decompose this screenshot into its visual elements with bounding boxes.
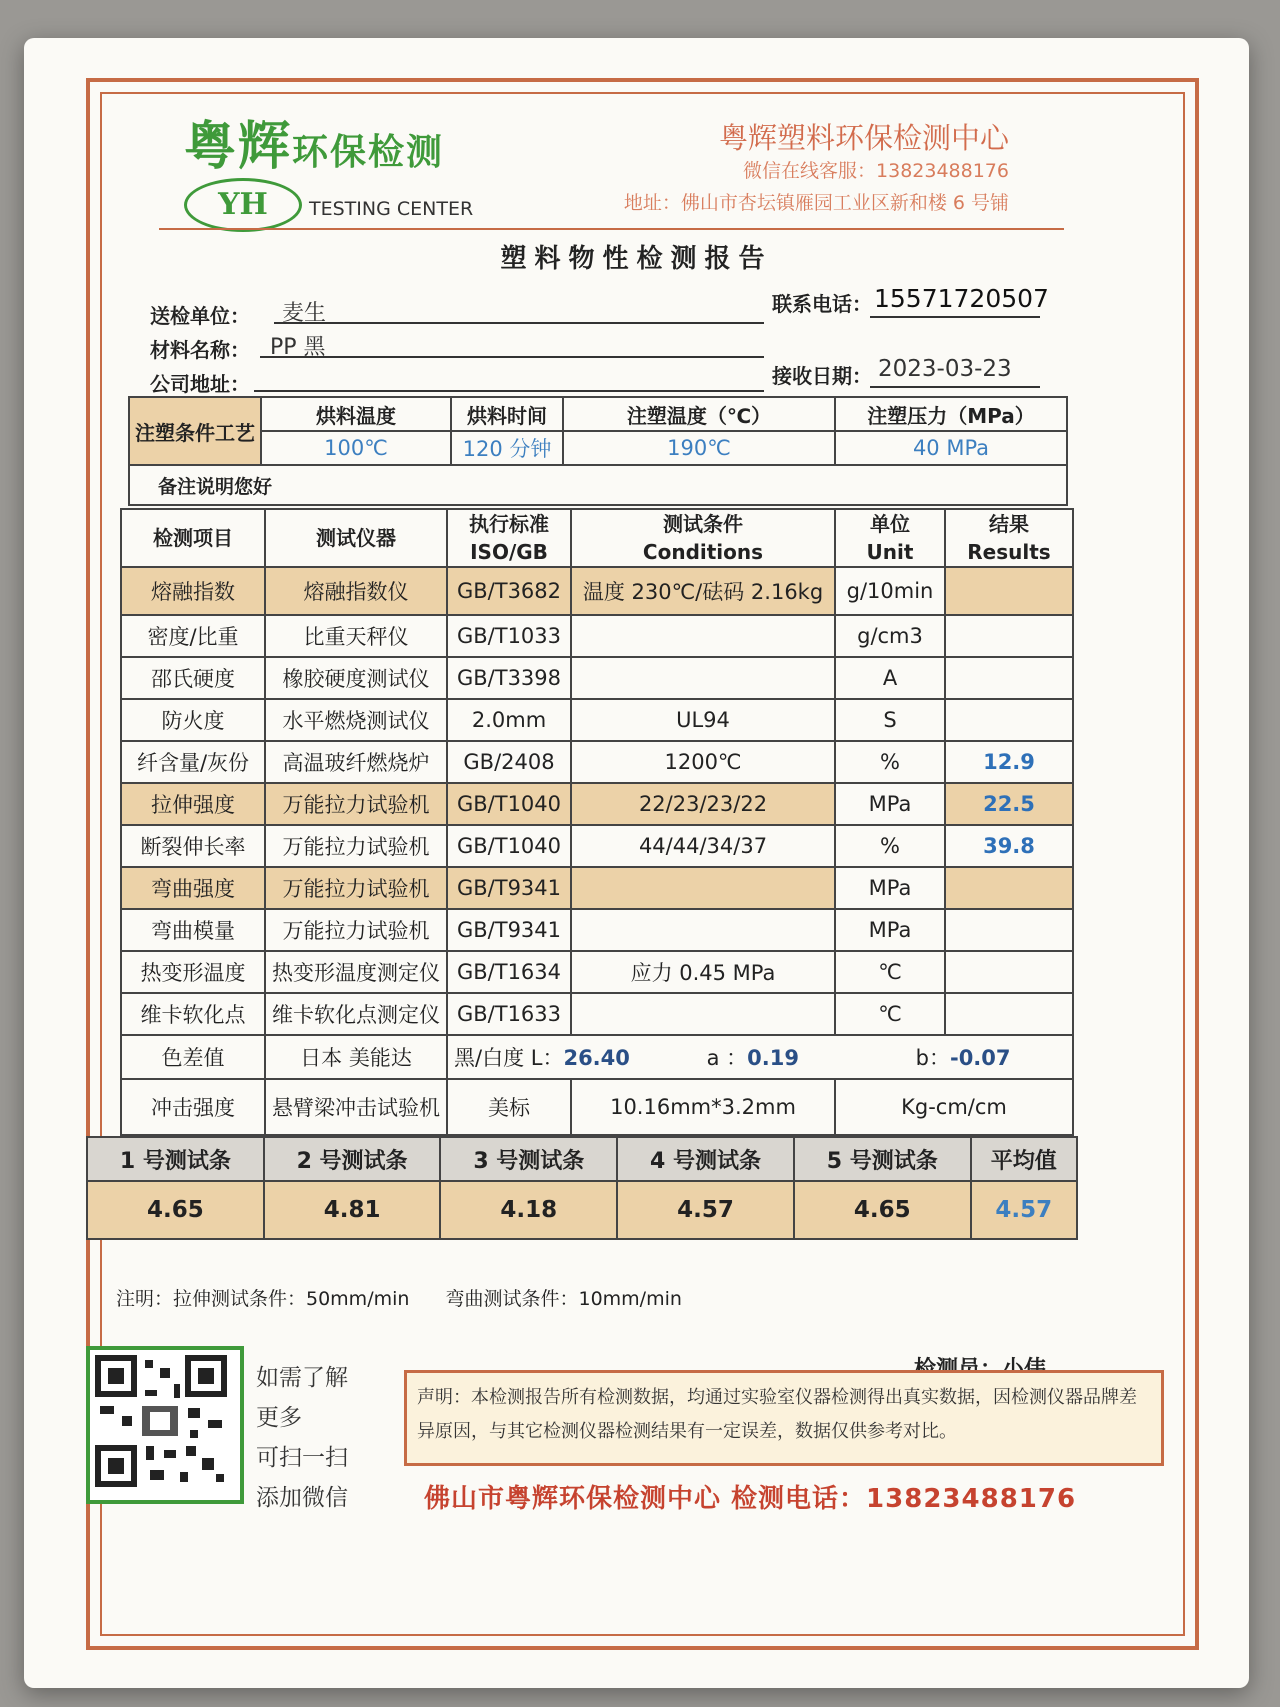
table-cell-standard: GB/T1633 (447, 993, 571, 1035)
results-header-row (121, 509, 1073, 567)
table-cell-unit: MPa (835, 783, 945, 825)
bar-value-3: 4.18 (440, 1181, 617, 1239)
color-diff-values: 黑/白度 L：26.40 a ：0.19 b：-0.07 (447, 1035, 1073, 1079)
table-cell-condition: 22/23/23/22 (571, 783, 835, 825)
table-cell-result (945, 867, 1073, 909)
table-cell-condition (571, 993, 835, 1035)
table-row (121, 699, 1073, 741)
testing-center-label: TESTING CENTER (309, 198, 474, 220)
table-cell-standard: GB/T1033 (447, 615, 571, 657)
impact-item: 冲击强度 (121, 1079, 265, 1135)
bending-note: 弯曲测试条件：10mm/min (445, 1288, 682, 1310)
table-cell-result (945, 951, 1073, 993)
report-title: 塑料物性检测报告 (500, 244, 773, 274)
table-cell-unit: % (835, 825, 945, 867)
bar-value-5: 4.65 (794, 1181, 971, 1239)
sender-label: 送检单位： (150, 304, 250, 328)
impact-standard: 美标 (447, 1079, 571, 1135)
table-cell-instrument: 熔融指数仪 (265, 567, 447, 615)
material-value: PP 黑 (270, 335, 326, 360)
cond-header-dry-time: 烘料时间 (451, 397, 563, 431)
table-row (121, 867, 1073, 909)
phone-value: 15571720507 (874, 284, 1049, 313)
table-cell-unit: MPa (835, 867, 945, 909)
bar-header-1: 1 号测试条 (87, 1137, 264, 1181)
brand-logo-text: 粤辉环保检测 (184, 116, 445, 177)
test-notes (116, 1284, 712, 1311)
impact-unit: Kg-cm/cm (835, 1079, 1073, 1135)
table-cell-item: 维卡软化点 (121, 993, 265, 1035)
col-header-item: 检测项目 (121, 509, 265, 567)
col-header-instrument: 测试仪器 (265, 509, 447, 567)
impact-instrument: 悬臂梁冲击试验机 (265, 1079, 447, 1135)
bar-value-1: 4.65 (87, 1181, 264, 1239)
material-underline (260, 356, 764, 358)
impact-condition: 10.16mm*3.2mm (571, 1079, 835, 1135)
company-address-underline (254, 390, 764, 392)
table-cell-instrument: 万能拉力试验机 (265, 783, 447, 825)
bar-value-4: 4.57 (617, 1181, 794, 1239)
table-cell-unit: A (835, 657, 945, 699)
table-cell-item: 热变形温度 (121, 951, 265, 993)
cond-value-inject-temp: 190℃ (563, 431, 835, 465)
impact-row (121, 1079, 1073, 1135)
table-row (121, 567, 1073, 615)
center-address: 地址：佛山市杏坛镇雁园工业区新和楼 6 号铺 (623, 192, 1009, 214)
bar-header-average: 平均值 (971, 1137, 1077, 1181)
table-cell-instrument: 水平燃烧测试仪 (265, 699, 447, 741)
table-cell-result (945, 993, 1073, 1035)
test-bars-values-row (87, 1181, 1077, 1239)
table-cell-instrument: 比重天秤仪 (265, 615, 447, 657)
table-cell-item: 密度/比重 (121, 615, 265, 657)
table-row (121, 825, 1073, 867)
table-cell-unit: S (835, 699, 945, 741)
report-paper (24, 38, 1249, 1688)
wechat-service: 微信在线客服：13823488176 (743, 160, 1009, 182)
results-table (120, 508, 1074, 1136)
table-cell-standard: GB/2408 (447, 741, 571, 783)
bar-header-3: 3 号测试条 (440, 1137, 617, 1181)
table-cell-condition: 温度 230℃/砝码 2.16kg (571, 567, 835, 615)
table-cell-result (945, 615, 1073, 657)
color-diff-row (121, 1035, 1073, 1079)
color-diff-instrument: 日本 美能达 (265, 1035, 447, 1079)
disclaimer-box: 声明：本检测报告所有检测数据，均通过实验室仪器检测得出真实数据，因检测仪器品牌差异原因，与其它检测仪器检测结果有一定误差，数据仅供参考对比。 (404, 1370, 1164, 1466)
bar-header-4: 4 号测试条 (617, 1137, 794, 1181)
test-bars-header-row (87, 1137, 1077, 1181)
table-cell-condition (571, 615, 835, 657)
table-cell-standard: GB/T1634 (447, 951, 571, 993)
cond-value-inject-pressure: 40 MPa (835, 431, 1067, 465)
table-cell-unit: g/cm3 (835, 615, 945, 657)
table-cell-standard: GB/T3398 (447, 657, 571, 699)
company-address-label: 公司地址： (150, 372, 250, 396)
phone-label: 联系电话： (772, 292, 872, 316)
table-cell-standard: GB/T9341 (447, 867, 571, 909)
col-header-standard: 执行标准 ISO/GB (447, 509, 571, 567)
bar-header-5: 5 号测试条 (794, 1137, 971, 1181)
table-cell-item: 断裂伸长率 (121, 825, 265, 867)
table-cell-result (945, 657, 1073, 699)
qr-caption: 如需了解 更多 可扫一扫 添加微信 (256, 1365, 348, 1511)
cond-value-dry-time: 120 分钟 (451, 431, 563, 465)
col-header-conditions: 测试条件 Conditions (571, 509, 835, 567)
conditions-table (128, 396, 1068, 506)
table-row (121, 951, 1073, 993)
table-cell-condition (571, 867, 835, 909)
table-cell-instrument: 橡胶硬度测试仪 (265, 657, 447, 699)
sender-value: 麦生 (282, 301, 327, 326)
remark-note: 备注说明您好 (129, 465, 1067, 505)
table-cell-result (945, 909, 1073, 951)
test-bars-table (86, 1136, 1078, 1240)
table-row (121, 741, 1073, 783)
table-cell-result: 22.5 (945, 783, 1073, 825)
table-cell-instrument: 高温玻纤燃烧炉 (265, 741, 447, 783)
phone-underline (870, 316, 1040, 318)
table-cell-standard: GB/T3682 (447, 567, 571, 615)
table-row (121, 657, 1073, 699)
table-cell-unit: % (835, 741, 945, 783)
table-cell-unit: g/10min (835, 567, 945, 615)
table-cell-instrument: 维卡软化点测定仪 (265, 993, 447, 1035)
bar-value-2: 4.81 (264, 1181, 441, 1239)
color-diff-item: 色差值 (121, 1035, 265, 1079)
table-cell-condition (571, 657, 835, 699)
bar-header-2: 2 号测试条 (264, 1137, 441, 1181)
table-cell-result (945, 567, 1073, 615)
wechat-qr-code (86, 1346, 244, 1504)
center-name: 粤辉塑料环保检测中心 (718, 121, 1009, 155)
table-cell-condition: 44/44/34/37 (571, 825, 835, 867)
table-cell-standard: 2.0mm (447, 699, 571, 741)
table-cell-condition: 应力 0.45 MPa (571, 951, 835, 993)
table-row (121, 783, 1073, 825)
cond-header-dry-temp: 烘料温度 (261, 397, 451, 431)
table-cell-standard: GB/T1040 (447, 825, 571, 867)
date-underline (870, 386, 1040, 388)
table-cell-item: 邵氏硬度 (121, 657, 265, 699)
table-cell-item: 拉伸强度 (121, 783, 265, 825)
sender-underline (274, 322, 764, 324)
table-cell-unit: ℃ (835, 993, 945, 1035)
table-cell-item: 纤含量/灰份 (121, 741, 265, 783)
table-cell-item: 弯曲强度 (121, 867, 265, 909)
table-row (121, 615, 1073, 657)
table-cell-condition (571, 909, 835, 951)
table-cell-instrument: 热变形温度测定仪 (265, 951, 447, 993)
table-cell-item: 防火度 (121, 699, 265, 741)
table-cell-condition: 1200℃ (571, 741, 835, 783)
cond-header-inject-pressure: 注塑压力（MPa） (835, 397, 1067, 431)
table-cell-item: 熔融指数 (121, 567, 265, 615)
table-row (121, 909, 1073, 951)
col-header-unit: 单位 Unit (835, 509, 945, 567)
table-cell-result: 12.9 (945, 741, 1073, 783)
date-label: 接收日期： (772, 364, 872, 388)
table-cell-standard: GB/T9341 (447, 909, 571, 951)
footer-contact: 佛山市粤辉环保检测中心 检测电话：13823488176 (424, 1484, 1077, 1514)
tensile-note: 注明：拉伸测试条件：50mm/min (116, 1288, 410, 1310)
table-cell-instrument: 万能拉力试验机 (265, 909, 447, 951)
table-cell-unit: ℃ (835, 951, 945, 993)
table-cell-standard: GB/T1040 (447, 783, 571, 825)
header-divider (159, 228, 1064, 230)
table-cell-item: 弯曲模量 (121, 909, 265, 951)
col-header-results: 结果 Results (945, 509, 1073, 567)
date-value: 2023-03-23 (878, 356, 1012, 382)
cond-value-dry-temp: 100℃ (261, 431, 451, 465)
yh-logo: YH (184, 178, 302, 232)
table-cell-condition: UL94 (571, 699, 835, 741)
table-cell-result (945, 699, 1073, 741)
cond-header-inject-temp: 注塑温度（℃） (563, 397, 835, 431)
bar-value-average: 4.57 (971, 1181, 1077, 1239)
table-row (121, 993, 1073, 1035)
table-cell-instrument: 万能拉力试验机 (265, 825, 447, 867)
conditions-label: 注塑条件工艺 (129, 397, 261, 465)
material-label: 材料名称： (150, 338, 250, 362)
table-cell-unit: MPa (835, 909, 945, 951)
table-cell-instrument: 万能拉力试验机 (265, 867, 447, 909)
table-cell-result: 39.8 (945, 825, 1073, 867)
